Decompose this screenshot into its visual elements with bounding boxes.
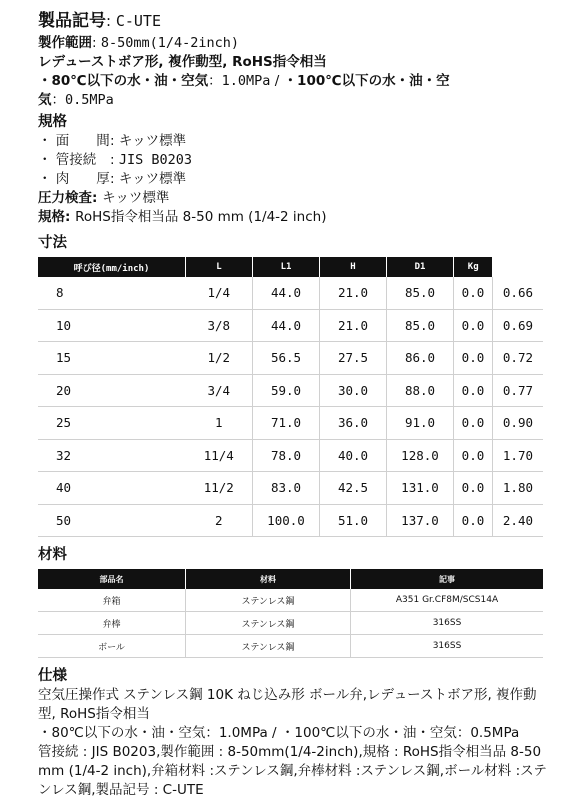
dim-d1: 0.0 <box>454 504 493 537</box>
dim-col-header: L1 <box>253 257 320 277</box>
table-row <box>38 635 543 658</box>
dim-mm: 25 <box>38 407 186 440</box>
dim-kg: 0.69 <box>492 309 543 342</box>
dim-l: 44.0 <box>253 309 320 342</box>
pressure-value-2: 0.5MPa <box>65 92 114 108</box>
standard-item-label: ・ 管接続 <box>38 152 97 168</box>
range-value: 8-50mm(1/4-2inch) <box>100 35 240 51</box>
dim-l: 78.0 <box>253 439 320 472</box>
table-row <box>38 612 543 635</box>
dim-h: 86.0 <box>387 342 454 375</box>
standard-item-label: ・ 肉 厚 <box>38 171 110 187</box>
dim-l1: 30.0 <box>320 374 387 407</box>
dim-l1: 42.5 <box>320 472 387 505</box>
pressure-line-cont: 気：0.5MPa <box>38 92 114 108</box>
table-row <box>38 407 543 440</box>
pressure-condition-2-cont: 気 <box>38 92 52 108</box>
dim-l1: 36.0 <box>320 407 387 440</box>
pressure-condition-2: ・100℃以下の水・油・空 <box>283 73 450 89</box>
table-row <box>38 472 543 505</box>
dim-kg: 1.80 <box>492 472 543 505</box>
dim-h: 85.0 <box>387 309 454 342</box>
dim-l1: 21.0 <box>320 277 387 309</box>
product-code-value: C-UTE <box>115 12 161 30</box>
dim-d1: 0.0 <box>454 309 493 342</box>
dimensions-table <box>38 257 543 537</box>
mat-note: A351 Gr.CF8M/SCS14A <box>351 589 544 612</box>
table-row <box>38 277 543 309</box>
dim-inch: 2 <box>186 504 253 537</box>
specification-paragraph: 管接続 : JIS B0203,製作範囲 : 8-50mm(1/4-2inch),規格 : RoHS指令相当品 8-50 mm (1/4-2 inch),弁箱材料 :ステンレス鋼,弁棒材料 :ステンレス鋼,ボール材料 :ステンレス鋼,製品記号 : C-UTE <box>38 744 547 798</box>
dim-col-header: L <box>186 257 253 277</box>
standard-item-value: キッツ標準 <box>118 171 187 187</box>
dim-h: 128.0 <box>387 439 454 472</box>
range-label: 製作範囲 <box>38 35 92 51</box>
dim-l: 44.0 <box>253 277 320 309</box>
table-row <box>38 342 543 375</box>
materials-table <box>38 569 543 658</box>
dim-l: 56.5 <box>253 342 320 375</box>
dim-inch: 3/8 <box>186 309 253 342</box>
dim-inch: 3/4 <box>186 374 253 407</box>
dim-d1: 0.0 <box>454 342 493 375</box>
materials-header-row <box>38 569 543 589</box>
pressure-condition-1: ・80℃以下の水・油・空気 <box>38 73 209 89</box>
dim-mm: 50 <box>38 504 186 537</box>
dim-mm: 15 <box>38 342 186 375</box>
dim-col-header: H <box>320 257 387 277</box>
dim-inch: 1/2 <box>186 342 253 375</box>
dim-d1: 0.0 <box>454 407 493 440</box>
specification-paragraph: ・80℃以下の水・油・空気：1.0MPa / ・100℃以下の水・油・空気：0.5MPa <box>38 725 520 741</box>
standard-item-value: JIS B0203 <box>118 152 192 168</box>
dim-kg: 0.77 <box>492 374 543 407</box>
dim-mm: 20 <box>38 374 186 407</box>
dim-kg: 0.72 <box>492 342 543 375</box>
dim-l: 100.0 <box>253 504 320 537</box>
mat-col-header: 部品名 <box>38 569 186 589</box>
mat-material: ステンレス鋼 <box>186 635 351 658</box>
mat-col-header: 材料 <box>186 569 351 589</box>
standards-heading: 規格 <box>38 114 67 130</box>
pressure-value-1: 1.0MPa <box>221 73 271 89</box>
pressure-test-label: 圧力検査 <box>38 190 92 206</box>
dim-inch: 11/2 <box>186 472 253 505</box>
mat-part: 弁箱 <box>38 589 186 612</box>
product-code-label: 製品記号 <box>38 11 106 31</box>
dim-col-header: Kg <box>454 257 493 277</box>
dim-inch: 11/4 <box>186 439 253 472</box>
dim-kg: 1.70 <box>492 439 543 472</box>
dim-l: 71.0 <box>253 407 320 440</box>
dim-l1: 21.0 <box>320 309 387 342</box>
dim-d1: 0.0 <box>454 277 493 309</box>
materials-heading: 材料 <box>38 547 67 563</box>
dim-col-header: 呼び径(mm/inch) <box>38 257 186 277</box>
pressure-test-line: 圧力検査: キッツ標準 <box>38 190 170 206</box>
type-line: レデューストボア形, 複作動型, RoHS指令相当 <box>38 54 327 70</box>
table-row <box>38 504 543 537</box>
dim-h: 131.0 <box>387 472 454 505</box>
dim-kg: 2.40 <box>492 504 543 537</box>
dim-d1: 0.0 <box>454 439 493 472</box>
pressure-separator: / <box>270 73 284 89</box>
mat-note: 316SS <box>351 635 544 658</box>
standard-item-label: ・ 面 間 <box>38 133 110 149</box>
mat-part: ボール <box>38 635 186 658</box>
table-row <box>38 309 543 342</box>
dim-h: 137.0 <box>387 504 454 537</box>
dim-l: 83.0 <box>253 472 320 505</box>
pressure-line: ・80℃以下の水・油・空気：1.0MPa / ・100℃以下の水・油・空 <box>38 73 450 89</box>
dim-kg: 0.90 <box>492 407 543 440</box>
range-line: 製作範囲: 8-50mm(1/4-2inch) <box>38 35 240 51</box>
spec-value: RoHS指令相当品 8-50 mm (1/4-2 inch) <box>75 209 327 225</box>
table-row <box>38 439 543 472</box>
spec-label: 規格 <box>38 209 65 225</box>
dim-mm: 8 <box>38 277 186 309</box>
product-code-line: 製品記号: C-UTE <box>38 11 161 31</box>
dim-inch: 1 <box>186 407 253 440</box>
specification-paragraph: 空気圧操作式 ステンレス鋼 10K ねじ込み形 ボール弁,レデューストボア形, 複作動型, RoHS指令相当 <box>38 687 537 722</box>
dim-mm: 32 <box>38 439 186 472</box>
dimensions-heading: 寸法 <box>38 235 67 251</box>
dim-l1: 27.5 <box>320 342 387 375</box>
dim-h: 88.0 <box>387 374 454 407</box>
specification-heading: 仕様 <box>38 668 67 684</box>
dim-d1: 0.0 <box>454 374 493 407</box>
dim-kg: 0.66 <box>492 277 543 309</box>
dimensions-header-row <box>38 257 543 277</box>
dim-mm: 40 <box>38 472 186 505</box>
mat-material: ステンレス鋼 <box>186 589 351 612</box>
standard-item: ・ 面 間: キッツ標準 <box>38 133 187 149</box>
table-row <box>38 374 543 407</box>
mat-col-header: 記事 <box>351 569 544 589</box>
mat-material: ステンレス鋼 <box>186 612 351 635</box>
dim-mm: 10 <box>38 309 186 342</box>
dim-h: 91.0 <box>387 407 454 440</box>
spec-line: 規格: RoHS指令相当品 8-50 mm (1/4-2 inch) <box>38 209 327 225</box>
mat-note: 316SS <box>351 612 544 635</box>
dim-inch: 1/4 <box>186 277 253 309</box>
standard-item: ・ 管接続 : JIS B0203 <box>38 152 192 168</box>
pressure-test-value: キッツ標準 <box>102 190 170 206</box>
table-row <box>38 589 543 612</box>
dim-l1: 51.0 <box>320 504 387 537</box>
dim-h: 85.0 <box>387 277 454 309</box>
mat-part: 弁棒 <box>38 612 186 635</box>
dim-l1: 40.0 <box>320 439 387 472</box>
dim-d1: 0.0 <box>454 472 493 505</box>
dim-col-header: D1 <box>387 257 454 277</box>
standard-item-value: キッツ標準 <box>118 133 187 149</box>
standard-item: ・ 肉 厚: キッツ標準 <box>38 171 187 187</box>
dim-l: 59.0 <box>253 374 320 407</box>
